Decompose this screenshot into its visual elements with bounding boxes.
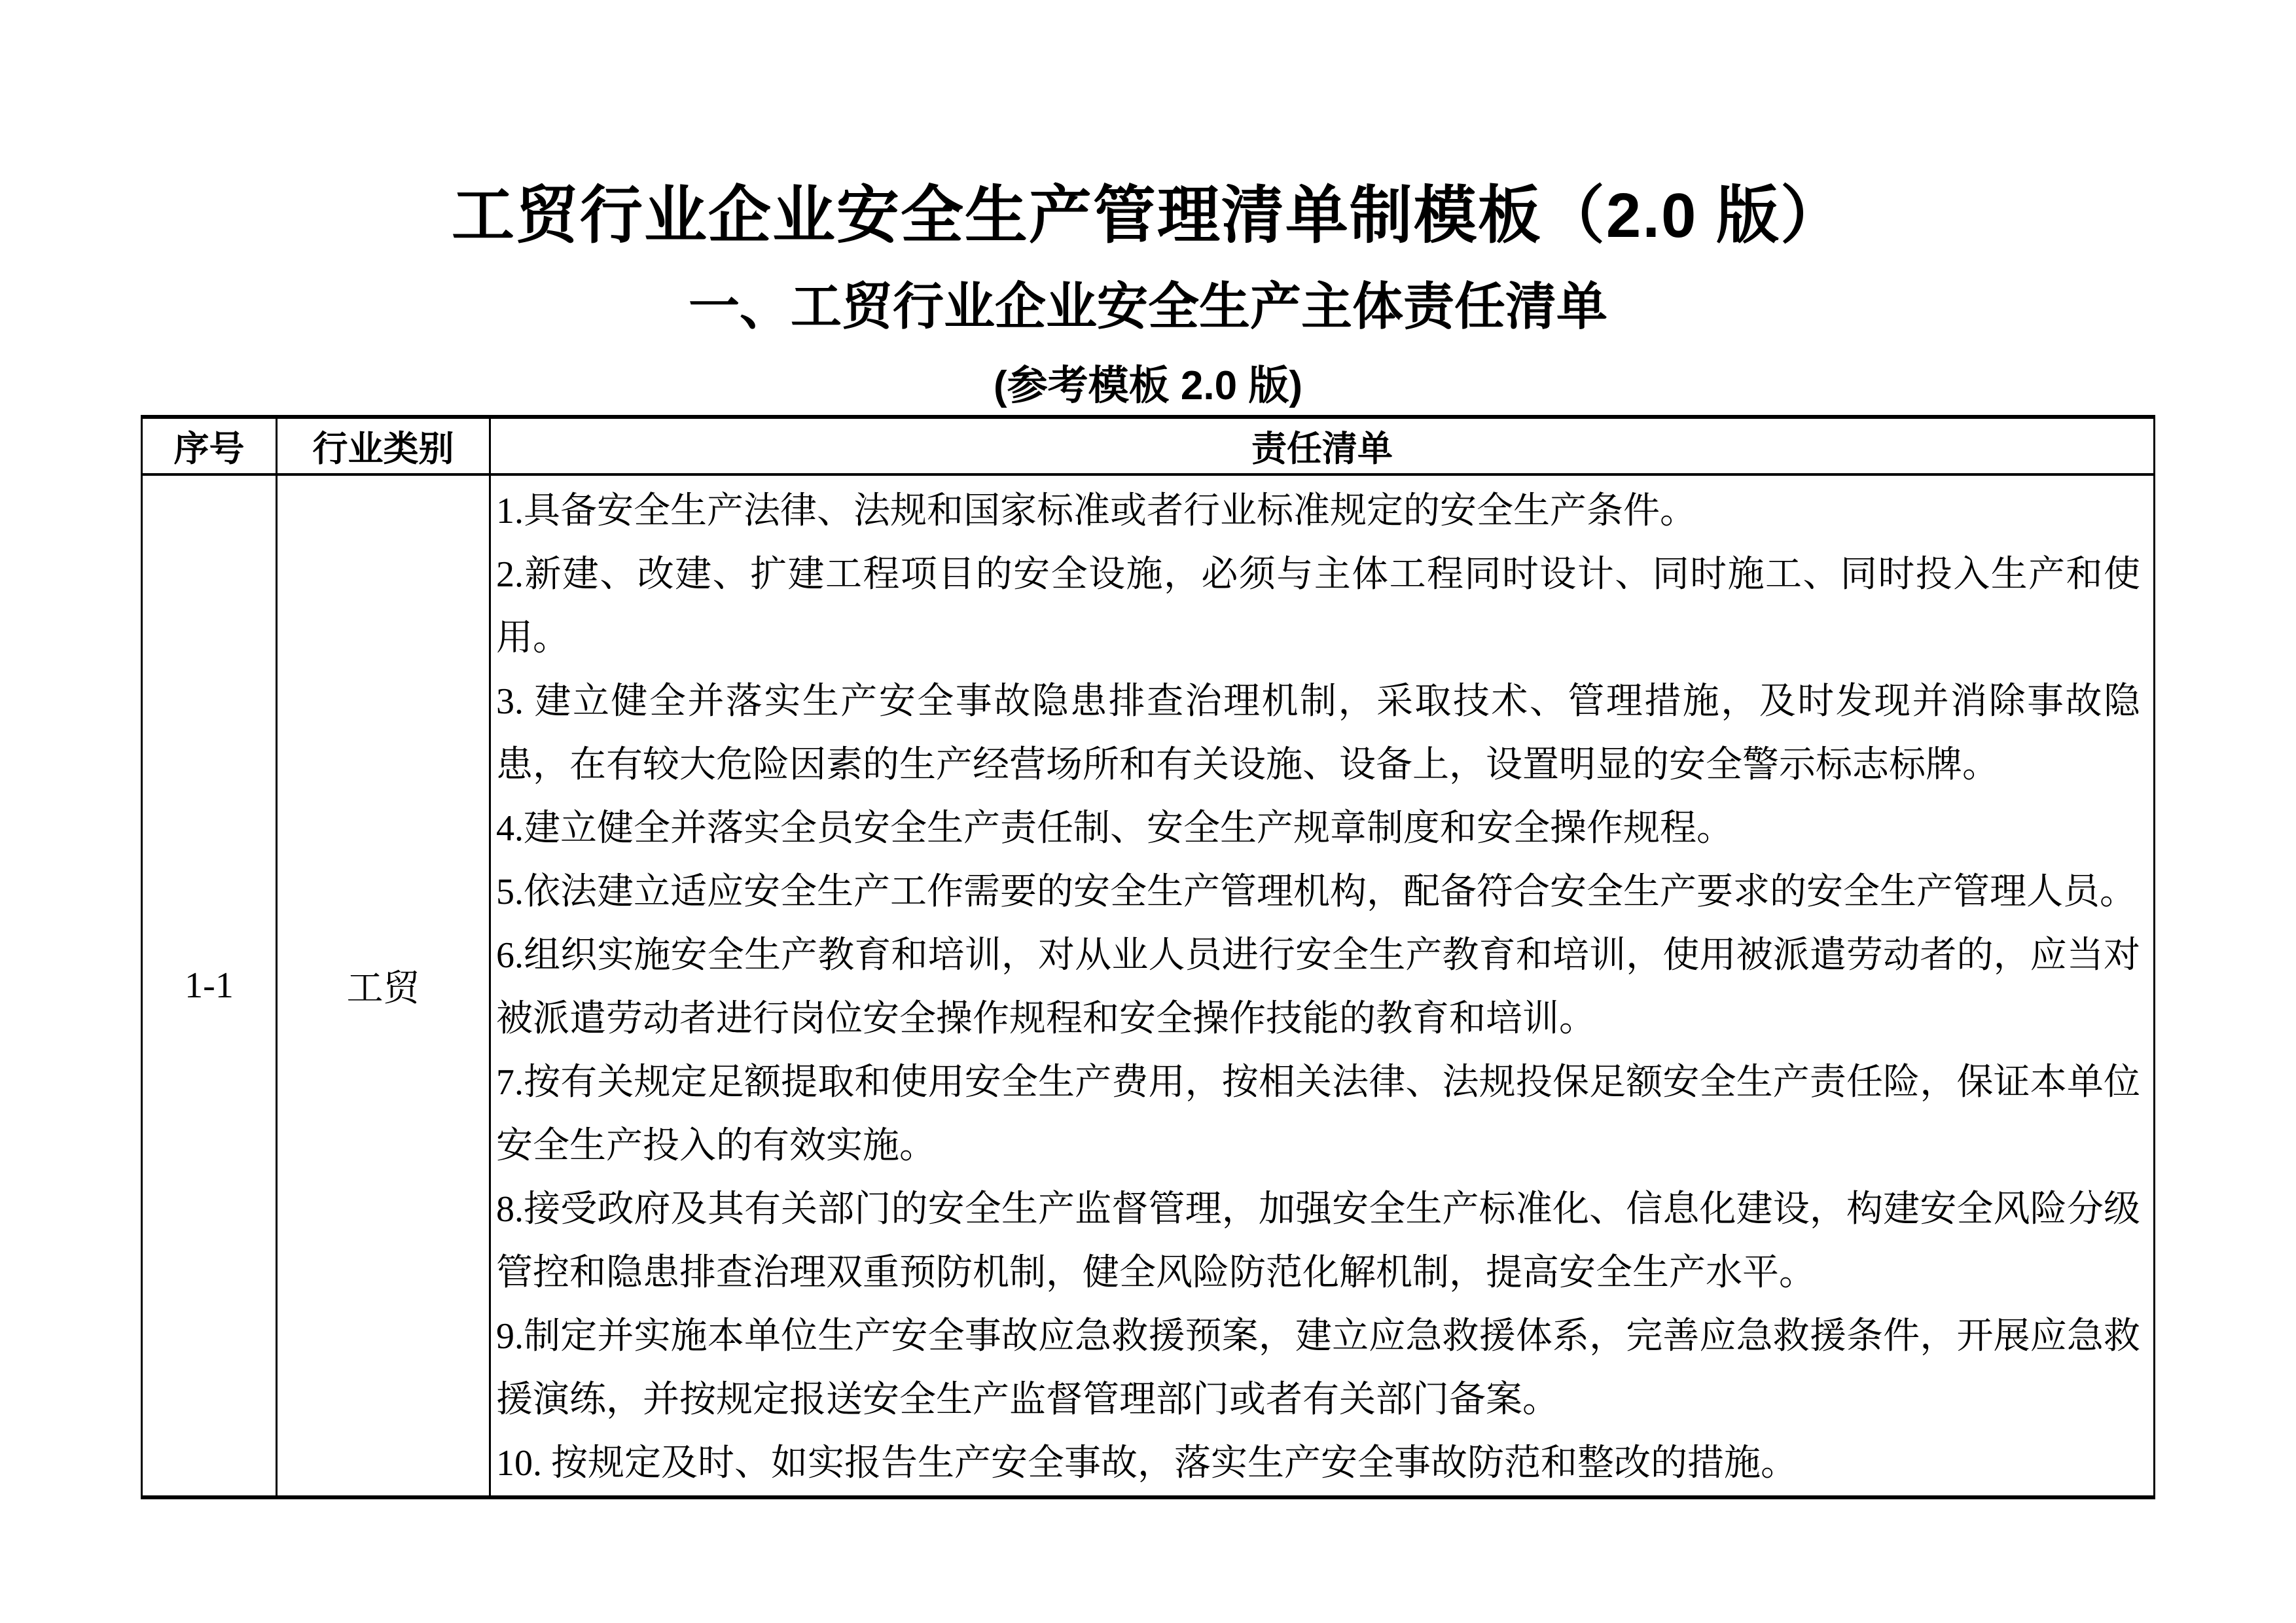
responsibility-item: 9.制定并实施本单位生产安全事故应急救援预案，建立应急救援体系，完善应急救援条件，开展应急救援演练，并按规定报送安全生产监督管理部门或者有关部门备案。 (496, 1316, 2140, 1420)
header-responsibility-list: 责任清单 (490, 417, 2155, 474)
responsibility-items-cell (490, 474, 2155, 1497)
table-header-row (142, 417, 2155, 474)
responsibility-item: 10. 按规定及时、如实报告生产安全事故，落实生产安全事故防范和整改的措施。 (496, 1443, 1797, 1484)
responsibility-table (141, 415, 2155, 1499)
header-serial: 序号 (142, 417, 277, 474)
page-subnote: (参考模板 2.0 版) (994, 363, 1302, 408)
responsibility-item: 1.具备安全生产法律、法规和国家标准或者行业标准规定的安全生产条件。 (496, 491, 1696, 531)
page-subtitle: 一、工贸行业企业安全生产主体责任清单 (688, 277, 1607, 335)
header-category: 行业类别 (277, 417, 490, 474)
category-cell: 工贸 (277, 474, 490, 1497)
serial-cell: 1-1 (142, 474, 277, 1497)
responsibility-item: 6.组织实施安全生产教育和培训，对从业人员进行安全生产教育和培训，使用被派遣劳动者的，应当对被派遣劳动者进行岗位安全操作规程和安全操作技能的教育和培训。 (496, 935, 2140, 1039)
responsibility-item: 2.新建、改建、扩建工程项目的安全设施，必须与主体工程同时设计、同时施工、同时投入生产和使用。 (496, 554, 2140, 658)
responsibility-item: 7.按有关规定足额提取和使用安全生产费用，按相关法律、法规投保足额安全生产责任险，保证本单位安全生产投入的有效实施。 (496, 1062, 2140, 1166)
responsibility-item: 3. 建立健全并落实生产安全事故隐患排查治理机制，采取技术、管理措施，及时发现并消除事故隐患，在有较大危险因素的生产经营场所和有关设施、设备上，设置明显的安全警示标志标牌。 (496, 681, 2140, 785)
page-title: 工贸行业企业安全生产管理清单制模板（2.0 版） (451, 181, 1845, 251)
responsibility-item: 4.建立健全并落实全员安全生产责任制、安全生产规章制度和安全操作规程。 (496, 808, 1733, 849)
responsibility-item: 5.依法建立适应安全生产工作需要的安全生产管理机构，配备符合安全生产要求的安全生产管理人员。 (496, 872, 2136, 912)
table-row (142, 474, 2155, 1497)
responsibility-item: 8.接受政府及其有关部门的安全生产监督管理，加强安全生产标准化、信息化建设，构建安全风险分级管控和隐患排查治理双重预防机制，健全风险防范化解机制，提高安全生产水平。 (496, 1189, 2140, 1293)
